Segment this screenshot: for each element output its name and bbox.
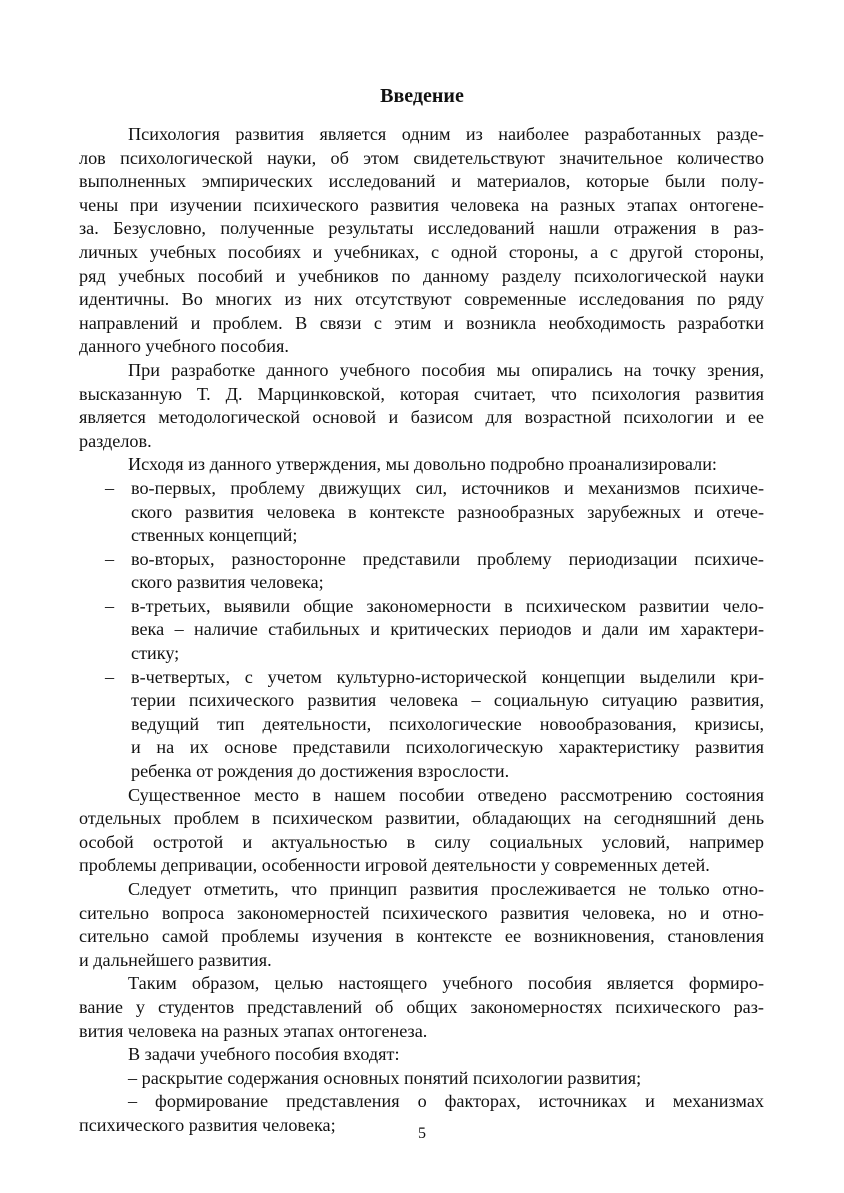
- text-line: века – наличие стабильных и критических периодов и дали им характери-: [131, 619, 764, 640]
- paragraph-task-one: [79, 1067, 764, 1091]
- page-number: 5: [418, 1125, 426, 1142]
- text-line: ского развития человека в контексте разнообразных зарубежных и отече-: [131, 501, 764, 522]
- paragraph-methodology: [79, 359, 764, 453]
- text-line: ведущий тип деятельности, психологические новообразования, кризисы,: [131, 713, 764, 734]
- list-item: [79, 595, 764, 666]
- text-line: стику;: [131, 643, 180, 664]
- bullet-dash: –: [105, 548, 115, 569]
- list-item: [79, 666, 764, 784]
- text-line: В задачи учебного пособия входят:: [128, 1044, 400, 1065]
- bullet-dash: –: [105, 666, 115, 687]
- text-line: ского развития человека;: [131, 572, 324, 593]
- text-line: сительно самой проблемы изучения в контексте ее возникновения, становления: [79, 926, 764, 947]
- text-line: терии психического развития человека – социальную ситуацию развития,: [131, 690, 764, 711]
- list-item: [79, 477, 764, 548]
- text-line: Исходя из данного утверждения, мы довольно подробно проанализировали:: [128, 454, 717, 475]
- paragraph-intro: [79, 123, 764, 359]
- text-line: и дальнейшего развития.: [79, 949, 272, 970]
- text-line: является методологической основой и базисом для возрастной психологии и ее: [79, 407, 764, 428]
- text-line: чены при изучении психического развития человека на разных этапах онтогене-: [79, 194, 764, 215]
- text-line: Следует отметить, что принцип развития прослеживается не только отно-: [128, 879, 764, 899]
- text-line: направлений и проблем. В связи с этим и возникла необходимость разработки: [79, 312, 764, 333]
- paragraph-problems: [79, 784, 764, 878]
- text-line: вание у студентов представлений об общих закономерностях психического раз-: [79, 996, 764, 1017]
- paragraph-principle: [79, 878, 764, 972]
- text-line: и на их основе представили психологическую характеристику развития: [131, 737, 764, 758]
- text-line: сительно вопроса закономерностей психического развития человека, но и отно-: [79, 902, 764, 923]
- text-line: идентичны. Во многих из них отсутствуют современные исследования по ряду: [79, 289, 764, 310]
- text-line: – во-вторых, разносторонне представили проблему периодизации психиче-: [79, 548, 764, 572]
- text-line: ребенка от рождения до достижения взрослости.: [131, 761, 510, 782]
- text-line: особой остротой и актуальностью в силу социальных условий, например: [79, 831, 764, 852]
- text-line: разделов.: [79, 430, 152, 451]
- text-line: за. Безусловно, полученные результаты исследований нашли отражения в раз-: [79, 218, 764, 239]
- text-line: Таким образом, целью настоящего учебного пособия является формиро-: [128, 973, 764, 994]
- text-line: – во-первых, проблему движущих сил, источников и механизмов психиче-: [79, 477, 764, 501]
- paragraph-analysis-lead: [79, 453, 764, 477]
- text-line: психического развития человека;: [79, 1114, 336, 1135]
- text-line: – формирование представления о факторах, источниках и механизмах: [128, 1091, 764, 1112]
- text-line: высказанную Т. Д. Марцинковской, которая считает, что психология развития: [79, 383, 764, 404]
- text-line: При разработке данного учебного пособия мы опирались на точку зрения,: [128, 359, 764, 380]
- bullet-list: [79, 477, 764, 784]
- paragraph-tasks-lead: [79, 1043, 764, 1067]
- text-line: вития человека на разных этапах онтогенеза.: [79, 1020, 428, 1041]
- bullet-dash: –: [105, 477, 115, 498]
- text-line: лов психологической науки, об этом свидетельствуют значительное количество: [79, 147, 764, 168]
- text-line: Психология развития является одним из наиболее разработанных разде-: [128, 124, 764, 144]
- text-line: – в-третьих, выявили общие закономерности в психическом развитии чело-: [79, 595, 764, 619]
- text-line: данного учебного пособия.: [79, 336, 289, 357]
- text-line: отдельных проблем в психическом развитии, обладающих на сегодняшний день: [79, 808, 764, 829]
- paragraph-goal: [79, 972, 764, 1043]
- text-line: – в-четвертых, с учетом культурно-исторической концепции выделили кри-: [79, 666, 764, 690]
- text-line: – раскрытие содержания основных понятий психологии развития;: [128, 1067, 642, 1088]
- text-line: ряд учебных пособий и учебников по данному разделу психологической науки: [79, 265, 764, 286]
- text-line: личных учебных пособиях и учебниках, с одной стороны, а с другой стороны,: [79, 241, 764, 262]
- text-line: ственных концепций;: [131, 525, 298, 546]
- page-title: Введение: [380, 85, 464, 107]
- text-line: Существенное место в нашем пособии отведено рассмотрению состояния: [128, 784, 764, 805]
- text-line: проблемы депривации, особенности игровой деятельности у современных детей.: [79, 855, 710, 876]
- text-line: выполненных эмпирических исследований и материалов, которые были полу-: [79, 171, 764, 192]
- document-body: [79, 123, 764, 1138]
- bullet-dash: –: [105, 595, 115, 616]
- list-item: [79, 548, 764, 595]
